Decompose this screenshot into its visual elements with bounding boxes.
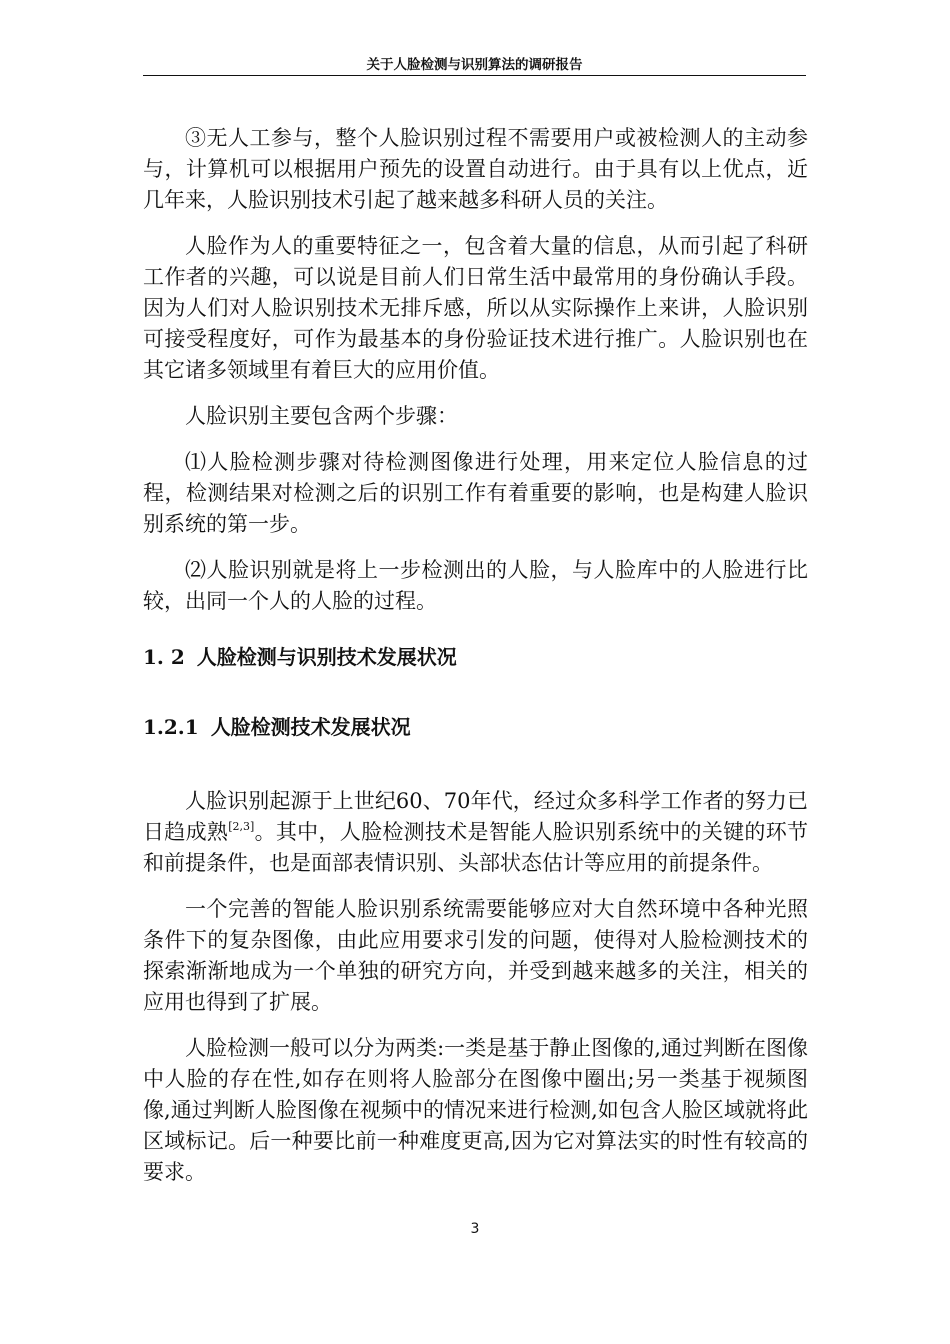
paragraph-step-detection: ⑴人脸检测步骤对待检测图像进行处理，用来定位人脸信息的过程，检测结果对检测之后的识别工作有着重要的影响，也是构建人脸识别系统的第一步。 xyxy=(143,450,808,536)
header-rule xyxy=(143,75,806,76)
paragraph-origin-history xyxy=(143,786,808,879)
page-body xyxy=(143,123,808,1188)
paragraph-text: 。其中，人脸检测技术是智能人脸识别系统中的关键的环节和前提条件，也是面部表情识别、头部状态估计等应用的前提条件。 xyxy=(143,820,809,875)
paragraph-step-recognition: ⑵人脸识别就是将上一步检测出的人脸，与人脸库中的人脸进行比较，出同一个人的人脸的过程。 xyxy=(143,558,808,613)
subsection-number: 1.2.1 xyxy=(143,715,199,739)
section-title: 人脸检测与识别技术发展状况 xyxy=(196,645,457,669)
paragraph-two-steps-intro: 人脸识别主要包含两个步骤： xyxy=(185,404,458,428)
section-heading-1-2-1 xyxy=(143,713,808,741)
subsection-title: 人脸检测技术发展状况 xyxy=(210,715,411,739)
paragraph-detection-types: 人脸检测一般可以分为两类:一类是基于静止图像的,通过判断在图像中人脸的存在性,如存在则将人脸部分在图像中圈出;另一类基于视频图像,通过判断人脸图像在视频中的情况来进行检测,如包含人脸区域就将此区域标记。后一种要比前一种难度更高,因为它对算法实的时性有较高的要求。 xyxy=(143,1036,808,1184)
citation: [2,3] xyxy=(228,820,255,833)
paragraph-face-as-feature: 人脸作为人的重要特征之一，包含着大量的信息，从而引起了科研工作者的兴趣，可以说是目前人们日常生活中最常用的身份确认手段。因为人们对人脸识别技术无排斥感，所以从实际操作上来讲，人脸识别可接受程度好，可作为最基本的身份验证技术进行推广。人脸识别也在其它诸多领域里有着巨大的应用价值。 xyxy=(143,234,808,382)
page-number: 3 xyxy=(470,1221,480,1237)
paragraph-text: 人脸识别起源于上世纪60、70年代，经过众多科学工作者的努力已日趋成熟 xyxy=(143,789,808,844)
paragraph-complete-system: 一个完善的智能人脸识别系统需要能够应对大自然环境中各种光照条件下的复杂图像，由此应用要求引发的问题，使得对人脸检测技术的探索渐渐地成为一个单独的研究方向，并受到越来越多的关注，相关的应用也得到了扩展。 xyxy=(143,897,808,1014)
section-heading-1-2 xyxy=(143,643,808,671)
paragraph-no-human-participation: ③无人工参与，整个人脸识别过程不需要用户或被检测人的主动参与，计算机可以根据用户预先的设置自动进行。由于具有以上优点，近几年来，人脸识别技术引起了越来越多科研人员的关注。 xyxy=(143,126,808,212)
section-number: 1. 2 xyxy=(143,645,185,669)
running-header: 关于人脸检测与识别算法的调研报告 xyxy=(366,57,583,73)
